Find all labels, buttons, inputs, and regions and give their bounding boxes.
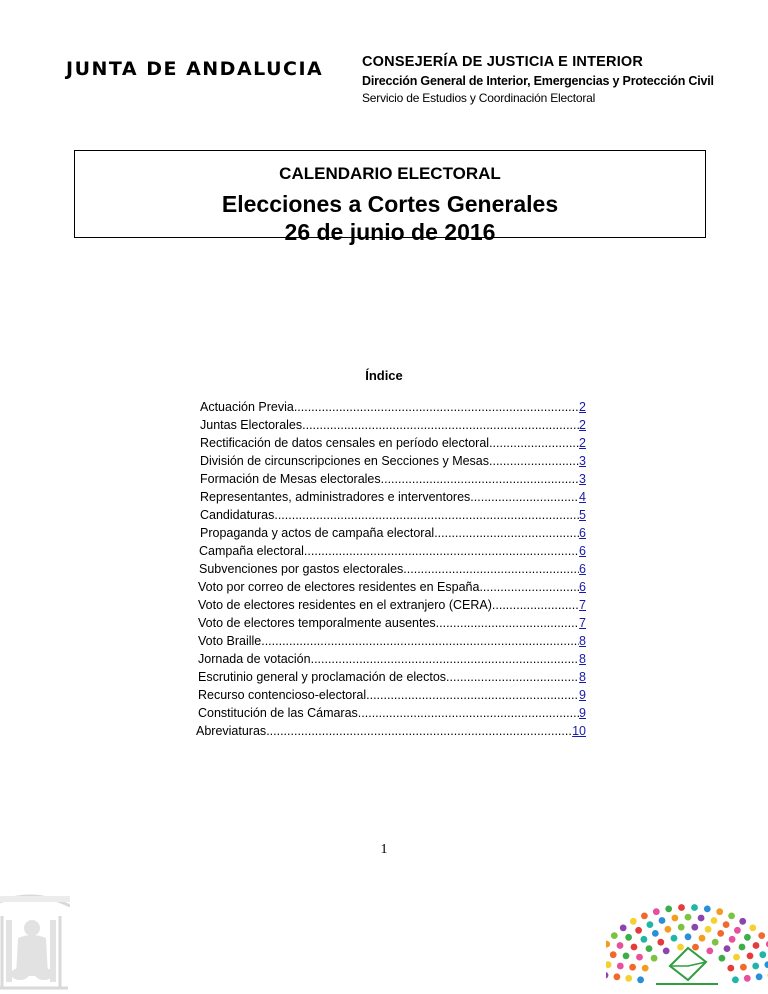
toc-page-link[interactable]: 4: [579, 490, 586, 504]
toc-entry-label: Voto de electores residentes en el extranjero (CERA): [198, 598, 492, 612]
hemicycle-dot: [699, 935, 706, 942]
toc-entry-label: Recurso contencioso-electoral: [198, 688, 367, 702]
toc-entry-label: Representantes, administradores e interventores: [200, 490, 471, 504]
toc-entry-label: Propaganda y actos de campaña electoral: [200, 526, 435, 540]
toc-page-link[interactable]: 7: [579, 616, 586, 630]
hemicycle-dot: [677, 944, 684, 951]
hemicycle-dot: [659, 917, 666, 924]
toc-leader-dots: [434, 526, 579, 540]
toc-entry[interactable]: [196, 652, 586, 670]
toc-entry[interactable]: [196, 544, 586, 562]
toc-entry[interactable]: [196, 526, 586, 544]
hemicycle-dot: [685, 933, 692, 940]
toc-entry[interactable]: [196, 580, 586, 598]
toc-page-link[interactable]: 6: [579, 580, 586, 594]
hemicycle-dot: [625, 975, 632, 982]
toc-leader-dots: [261, 634, 579, 648]
hemicycle-dot: [651, 955, 658, 962]
hemicycle-dot: [704, 906, 711, 913]
hemicycle-dot: [636, 954, 643, 961]
hemicycle-dot: [744, 934, 751, 941]
hemicycle-dot: [711, 917, 718, 924]
toc-leader-dots: [492, 598, 579, 612]
directorate-name: Dirección General de Interior, Emergencias y Protección Civil: [362, 73, 714, 88]
hemicycle-dot: [620, 925, 627, 932]
hemicycle-dot: [642, 965, 649, 972]
hemicycle-dot: [630, 918, 637, 925]
service-name: Servicio de Estudios y Coordinación Electoral: [362, 91, 596, 105]
title-line-1: Elecciones a Cortes Generales: [221, 191, 559, 217]
toc-entry-label: Voto Braille: [198, 634, 262, 648]
hemicycle-dot: [729, 936, 736, 943]
toc-leader-dots: [403, 562, 579, 576]
hemicycle-dot: [724, 945, 731, 952]
page-number: 1: [380, 842, 388, 857]
toc-leader-dots: [358, 706, 579, 720]
toc-entry-label: Campaña electoral: [199, 544, 304, 558]
toc-page-link[interactable]: 9: [579, 688, 586, 702]
toc-leader-dots: [302, 418, 579, 432]
hemicycle-dot: [727, 965, 734, 972]
toc-leader-dots: [479, 580, 579, 594]
hemicycle-dot: [614, 973, 621, 980]
toc-entry[interactable]: [196, 490, 586, 508]
hemicycle-dot: [691, 904, 698, 911]
title-kicker: CALENDARIO ELECTORAL: [279, 164, 501, 183]
toc-page-link[interactable]: 2: [579, 400, 586, 414]
toc-leader-dots: [489, 454, 579, 468]
hemicycle-dot: [712, 939, 719, 946]
hemicycle-dot: [646, 945, 653, 952]
hemicycle-dot: [716, 908, 723, 915]
toc-entry-label: Abreviaturas: [196, 724, 267, 738]
hemicycle-dot: [665, 926, 672, 933]
toc-page-link[interactable]: 7: [579, 598, 586, 612]
toc-leader-dots: [266, 724, 572, 738]
toc-entry[interactable]: [196, 400, 586, 418]
hemicycle-dot: [753, 942, 760, 949]
toc-page-link[interactable]: 6: [579, 562, 586, 576]
hemicycle-dot: [678, 924, 685, 931]
toc-leader-dots: [311, 652, 579, 666]
toc-page-link[interactable]: 3: [579, 472, 586, 486]
hemicycle-dot: [653, 908, 660, 915]
index-heading: Índice: [365, 368, 403, 383]
hemicycle-dot: [637, 976, 644, 983]
hemicycle-dot: [663, 948, 670, 955]
hemicycle-dot: [625, 934, 632, 941]
hemicycle-dot: [631, 944, 638, 951]
hemicycle-dot: [723, 921, 730, 928]
toc-entry[interactable]: [196, 688, 586, 706]
hemicycle-dot: [611, 932, 618, 939]
toc-entry[interactable]: [196, 418, 586, 436]
hemicycle-dot: [665, 906, 672, 913]
toc-page-link[interactable]: 9: [579, 706, 586, 720]
hemicycle-dot: [647, 921, 654, 928]
hemicycle-dot: [672, 915, 679, 922]
hemicycle-dot: [739, 918, 746, 925]
toc-entry[interactable]: [196, 634, 586, 652]
toc-leader-dots: [294, 400, 579, 414]
toc-entry[interactable]: [196, 454, 586, 472]
toc-entry-label: Jornada de votación: [198, 652, 311, 666]
andalusia-seal-icon: [0, 876, 70, 994]
hemicycle-dot: [733, 954, 740, 961]
toc-entry[interactable]: [196, 472, 586, 490]
toc-entry-label: Juntas Electorales: [200, 418, 303, 432]
ministry-header: [362, 55, 714, 104]
hemicycle-dot: [759, 951, 766, 958]
brand-logo-text: JUNTA DE ANDALUCIA: [66, 58, 324, 80]
hemicycle-dot: [705, 926, 712, 933]
toc-entry[interactable]: [196, 670, 586, 688]
toc-leader-dots: [274, 508, 579, 522]
hemicycle-dot: [740, 964, 747, 971]
toc-leader-dots: [489, 436, 579, 450]
hemicycle-dot: [719, 955, 726, 962]
toc-entry[interactable]: [196, 508, 586, 526]
toc-entry-label: Constitución de las Cámaras: [198, 706, 358, 720]
toc-leader-dots: [446, 670, 579, 684]
hemicycle-dot: [610, 951, 617, 958]
hemicycle-dot: [749, 925, 756, 932]
hemicycle-dot: [691, 924, 698, 931]
hemicycle-dot: [685, 914, 692, 921]
hemicycle-dot: [756, 973, 763, 980]
toc-leader-dots: [470, 490, 579, 504]
hemicycle-dot: [678, 904, 685, 911]
toc-page-link[interactable]: 8: [579, 652, 586, 666]
hemicycle-dot: [744, 975, 751, 982]
toc-entry-label: Actuación Previa: [200, 400, 294, 414]
hemicycle-dot: [739, 944, 746, 951]
toc-page-link[interactable]: 8: [579, 634, 586, 648]
hemicycle-dot: [698, 915, 705, 922]
toc-page-link[interactable]: 2: [579, 436, 586, 450]
toc-entry[interactable]: [196, 616, 586, 634]
toc-leader-dots: [381, 472, 579, 486]
toc-page-link[interactable]: 3: [579, 454, 586, 468]
hemicycle-dot: [671, 935, 678, 942]
hemicycle-dot: [641, 936, 648, 943]
parliament-ballot-icon: [606, 882, 768, 994]
hemicycle-dot: [706, 948, 713, 955]
hemicycle-dot: [747, 953, 754, 960]
hemicycle-dot: [623, 953, 630, 960]
hemicycle-dot: [752, 963, 759, 970]
toc-entry-label: Escrutinio general y proclamación de electos: [198, 670, 447, 684]
toc-entry-label: Voto por correo de electores residentes en España: [198, 580, 480, 594]
hemicycle-dot: [732, 976, 739, 983]
toc-leader-dots: [436, 616, 579, 630]
hemicycle-dot: [617, 963, 624, 970]
toc-entry-label: Formación de Mesas electorales: [200, 472, 381, 486]
hemicycle-dot: [635, 927, 642, 934]
toc-entry-label: Rectificación de datos censales en período electoral: [200, 436, 490, 450]
table-of-contents: [196, 400, 586, 742]
hemicycle-dot: [652, 930, 659, 937]
hemicycle-dot: [641, 913, 648, 920]
toc-page-link[interactable]: 2: [579, 418, 586, 432]
toc-entry-label: Voto de electores temporalmente ausentes: [198, 616, 436, 630]
toc-page-link[interactable]: 6: [579, 526, 586, 540]
hemicycle-dot: [734, 927, 741, 934]
toc-leader-dots: [304, 544, 579, 558]
toc-entry-label: División de circunscripciones en Secciones y Mesas: [200, 454, 490, 468]
toc-page-link[interactable]: 5: [579, 508, 586, 522]
hemicycle-dot: [657, 939, 664, 946]
hemicycle-dot: [629, 964, 636, 971]
ministry-name: CONSEJERÍA DE JUSTICIA E INTERIOR: [362, 54, 644, 70]
toc-page-link[interactable]: 6: [579, 544, 586, 558]
toc-entry[interactable]: [196, 724, 586, 742]
toc-entry-label: Subvenciones por gastos electorales: [199, 562, 404, 576]
title-line-2: 26 de junio de 2016: [284, 218, 496, 245]
hemicycle-dot: [692, 944, 699, 951]
title-box: [74, 150, 706, 245]
hemicycle-dot: [728, 913, 735, 920]
toc-page-link[interactable]: 8: [579, 670, 586, 684]
toc-entry[interactable]: [196, 706, 586, 724]
toc-leader-dots: [366, 688, 579, 702]
toc-entry[interactable]: [196, 562, 586, 580]
toc-page-link[interactable]: 10: [572, 724, 586, 738]
hemicycle-dot: [717, 930, 724, 937]
hemicycle-dot: [617, 942, 624, 949]
toc-entry[interactable]: [196, 436, 586, 454]
toc-entry-label: Candidaturas: [200, 508, 275, 522]
hemicycle-dot: [758, 932, 765, 939]
toc-entry[interactable]: [196, 598, 586, 616]
